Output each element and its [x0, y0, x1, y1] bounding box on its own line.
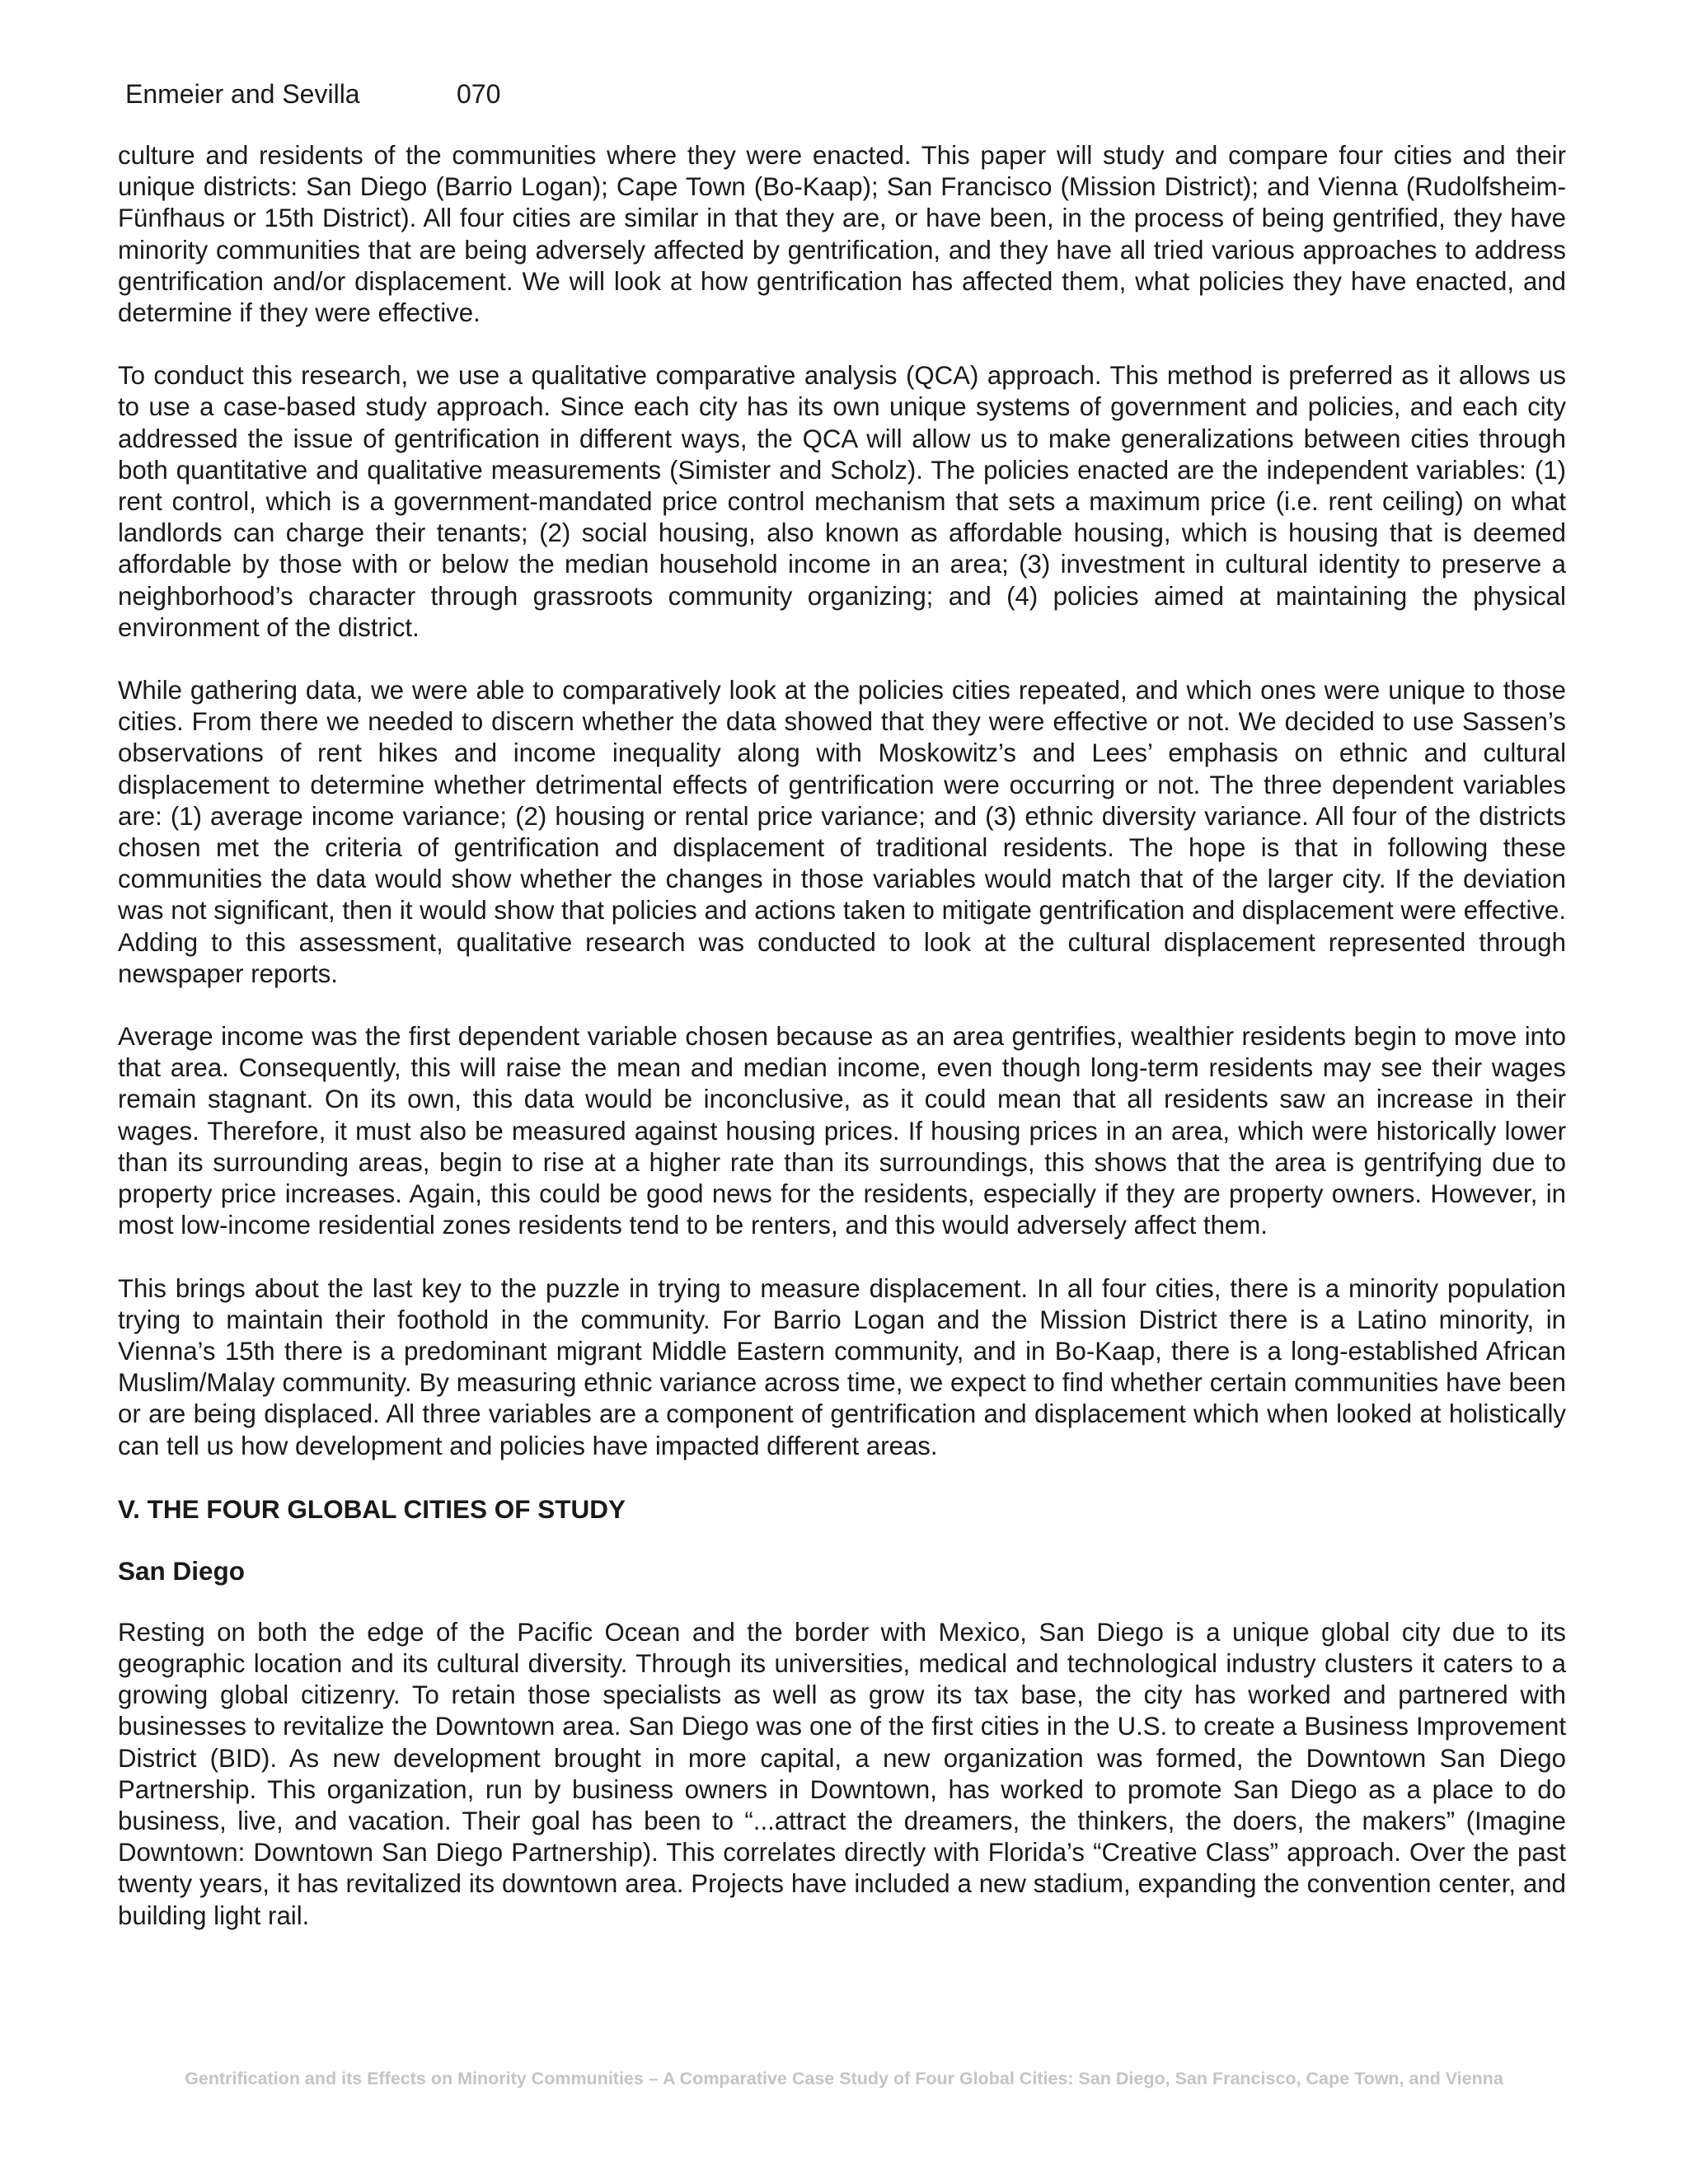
subsection-heading: San Diego — [118, 1555, 246, 1586]
body-paragraph: Average income was the first dependent variable chosen because as an area gentrifies, wealthier residents begin to move into that area. Consequently, this will raise the mean and median income, even though long-term residents may see their wages remain stagnant. On its own, this data would be inconclusive, as it could mean that all residents saw an increase in their wages. Therefore, it must also be measured against housing prices. If housing prices in an area, which were historically lower than its surrounding areas, begin to rise at a higher rate than its surroundings, this shows that the area is gentrifying due to property price increases. Again, this could be good news for the residents, especially if they are property owners. However, in most low-income residential zones residents tend to be renters, and this would adversely affect them. — [118, 1022, 1566, 1240]
document-body — [118, 140, 1566, 1963]
header-authors: Enmeier and Sevilla — [125, 79, 360, 109]
header-page-number: 070 — [457, 79, 501, 109]
body-paragraph: culture and residents of the communities where they were enacted. This paper will study and compare four cities and their unique districts: San Diego (Barrio Logan); Cape Town (Bo-Kaap); San Francisco (Mission District); and Vienna (Rudolfsheim-Fünfhaus or 15th District). All four cities are similar in that they are, or have been, in the process of being gentrified, they have minority communities that are being adversely affected by gentrification, and they have all tried various approaches to address gentrification and/or displacement. We will look at how gentrification has affected them, what policies they have enacted, and determine if they were effective. — [118, 141, 1566, 328]
section-heading: V. THE FOUR GLOBAL CITIES OF STUDY — [118, 1493, 626, 1524]
running-footer: Gentrification and its Effects on Minority Communities – A Comparative Case Study of Four Global Cities: San Diego, San Francisco, Cape Town, and Vienna — [185, 2069, 1503, 2088]
body-paragraph: To conduct this research, we use a qualitative comparative analysis (QCA) approach. This method is preferred as it allows us to use a case-based study approach. Since each city has its own unique systems of government and policies, and each city addressed the issue of gentrification in different ways, the QCA will allow us to make generalizations between cities through both quantitative and qualitative measurements (Simister and Scholz). The policies enacted are the independent variables: (1) rent control, which is a government-mandated price control mechanism that sets a maximum price (i.e. rent ceiling) on what landlords can charge their tenants; (2) social housing, also known as affordable housing, which is housing that is deemed affordable by those with or below the median household income in an area; (3) investment in cultural identity to preserve a neighborhood’s character through grassroots community organizing; and (4) policies aimed at maintaining the physical environment of the district. — [118, 361, 1566, 642]
running-header — [125, 77, 501, 110]
body-paragraph: While gathering data, we were able to comparatively look at the policies cities repeated, and which ones were unique to those cities. From there we needed to discern whether the data showed that they were effective or not. We decided to use Sassen’s observations of rent hikes and income inequality along with Moskowitz’s and Lees’ emphasis on ethnic and cultural displacement to determine whether detrimental effects of gentrification were occurring or not. The three dependent variables are: (1) average income variance; (2) housing or rental price variance; and (3) ethnic diversity variance. All four of the districts chosen met the criteria of gentrification and displacement of traditional residents. The hope is that in following these communities the data would show whether the changes in those variables would match that of the larger city. If the deviation was not significant, then it would show that policies and actions taken to mitigate gentrification and displacement were effective. Adding to this assessment, qualitative research was conducted to look at the cultural displacement represented through newspaper reports. — [118, 676, 1566, 988]
body-paragraph: This brings about the last key to the puzzle in trying to measure displacement. In all four cities, there is a minority population trying to maintain their foothold in the community. For Barrio Logan and the Mission District there is a Latino minority, in Vienna’s 15th there is a predominant migrant Middle Eastern community, and in Bo-Kaap, there is a long-established African Muslim/Malay community. By measuring ethnic variance across time, we expect to find whether certain communities have been or are being displaced. All three variables are a component of gentrification and displacement which when looked at holistically can tell us how development and policies have impacted different areas. — [118, 1273, 1566, 1460]
body-paragraph: Resting on both the edge of the Pacific Ocean and the border with Mexico, San Diego is a unique global city due to its geographic location and its cultural diversity. Through its universities, medical and technological industry clusters it caters to a growing global citizenry. To retain those specialists as well as grow its tax base, the city has worked and partnered with businesses to revitalize the Downtown area. San Diego was one of the first cities in the U.S. to create a Business Improvement District (BID). As new development brought in more capital, a new organization was formed, the Downtown San Diego Partnership. This organization, run by business owners in Downtown, has worked to promote San Diego as a place to do business, live, and vacation. Their goal has been to “...attract the dreamers, the thinkers, the doers, the makers” (Imagine Downtown: Downtown San Diego Partnership). This correlates directly with Florida’s “Creative Class” approach. Over the past twenty years, it has revitalized its downtown area. Projects have included a new stadium, expanding the convention center, and building light rail. — [118, 1617, 1566, 1930]
